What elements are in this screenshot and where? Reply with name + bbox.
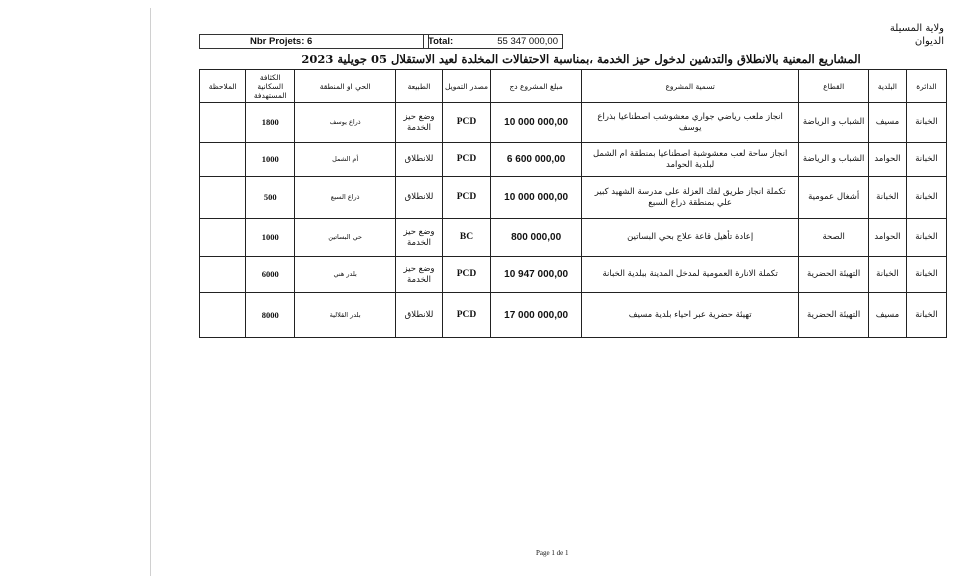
total-box [423, 34, 563, 49]
cell-daira: الخبانة [906, 219, 946, 257]
issuer-block [864, 22, 944, 48]
cell-project: تهيئة حضرية عبر احياء بلدية مسيف [581, 293, 798, 338]
header-notes: الملاحظة [200, 70, 246, 103]
cell-nature: للانطلاق [396, 293, 442, 338]
cell-baladia: الخبانة [868, 257, 906, 293]
header-project: تسمية المشروع [581, 70, 798, 103]
cell-nature: وضع حيز الخدمة [396, 257, 442, 293]
cell-notes [200, 143, 246, 177]
cell-notes [200, 103, 246, 143]
cell-baladia: الحوامد [868, 219, 906, 257]
header-daira: الدائرة [906, 70, 946, 103]
cell-baladia: الخبانة [868, 177, 906, 219]
table-row [200, 143, 947, 177]
cell-location: بلدر القلالية [295, 293, 396, 338]
cell-daira: الخبانة [906, 293, 946, 338]
cell-nature: وضع حيز الخدمة [396, 219, 442, 257]
cell-notes [200, 257, 246, 293]
cell-population: 1000 [246, 219, 295, 257]
cell-sector: التهيئة الحضرية [799, 293, 869, 338]
cell-nature: للانطلاق [396, 177, 442, 219]
cell-amount: 10 000 000,00 [491, 177, 582, 219]
cell-daira: الخبانة [906, 257, 946, 293]
cell-funding: PCD [442, 257, 491, 293]
cell-project: تكملة الانارة العمومية لمدخل المدينة ببلدية الخبانة [581, 257, 798, 293]
cell-project: انجاز ساحة لعب معشوشبة اصطناعيا بمنطقة ام الشمل لبلدية الحوامد [581, 143, 798, 177]
cell-daira: الخبانة [906, 177, 946, 219]
cell-baladia: مسيف [868, 103, 906, 143]
cell-location: ذراع يوسف [295, 103, 396, 143]
cell-notes [200, 177, 246, 219]
cell-funding: PCD [442, 177, 491, 219]
cell-amount: 17 000 000,00 [491, 293, 582, 338]
cell-population: 6000 [246, 257, 295, 293]
header-location: الحي او المنطقة [295, 70, 396, 103]
cell-population: 1800 [246, 103, 295, 143]
diwan-name: الديوان [914, 36, 944, 47]
cell-notes [200, 293, 246, 338]
cell-amount: 800 000,00 [491, 219, 582, 257]
cell-project: انجاز ملعب رياضي جواري معشوشب اصطناعيا بذراع يوسف [581, 103, 798, 143]
cell-nature: وضع حيز الخدمة [396, 103, 442, 143]
table-header-row [200, 70, 947, 103]
cell-amount: 10 000 000,00 [491, 103, 582, 143]
table-row [200, 177, 947, 219]
total-label: Total: [428, 36, 454, 47]
cell-location: بلدر هني [295, 257, 396, 293]
page-number: Page 1 de 1 [536, 549, 569, 557]
cell-sector: الصحة [799, 219, 869, 257]
cell-baladia: مسيف [868, 293, 906, 338]
cell-daira: الخبانة [906, 103, 946, 143]
cell-sector: التهيئة الحضرية [799, 257, 869, 293]
cell-funding: PCD [442, 293, 491, 338]
cell-location: حي البساتين [295, 219, 396, 257]
cell-funding: BC [442, 219, 491, 257]
table-row [200, 257, 947, 293]
table-row [200, 293, 947, 338]
cell-daira: الخبانة [906, 143, 946, 177]
document-page [150, 8, 956, 576]
cell-location: أم الشمل [295, 143, 396, 177]
cell-amount: 6 600 000,00 [491, 143, 582, 177]
header-baladia: البلدية [868, 70, 906, 103]
header-amount: مبلغ المشروع دج [491, 70, 582, 103]
cell-sector: الشباب و الرياضة [799, 103, 869, 143]
cell-sector: الشباب و الرياضة [799, 143, 869, 177]
wilaya-name: ولاية المسيلة [889, 23, 944, 34]
table-row [200, 103, 947, 143]
header-funding: مصدر التمويل [442, 70, 491, 103]
cell-funding: PCD [442, 103, 491, 143]
cell-population: 1000 [246, 143, 295, 177]
header-sector: القطاع [799, 70, 869, 103]
cell-location: ذراع السبع [295, 177, 396, 219]
document-title: المشاريع المعنية بالانطلاق والتدشين لدخول حيز الخدمة ،بمناسبة الاحتفالات المخلدة لعيد الاستقلال 05 جويلية 2023 [301, 52, 861, 66]
cell-project: تكملة انجاز طريق لفك العزلة على مدرسة الشهيد كبير علي بمنطقة ذراع السبع [581, 177, 798, 219]
cell-population: 500 [246, 177, 295, 219]
header-population: الكثافة السكانية المستهدفة [246, 70, 295, 103]
project-count-box [199, 34, 429, 49]
cell-population: 8000 [246, 293, 295, 338]
cell-sector: أشغال عمومية [799, 177, 869, 219]
total-value: 55 347 000,00 [497, 36, 558, 47]
cell-funding: PCD [442, 143, 491, 177]
header-nature: الطبيعة [396, 70, 442, 103]
projects-table [199, 69, 947, 338]
cell-nature: للانطلاق [396, 143, 442, 177]
cell-amount: 10 947 000,00 [491, 257, 582, 293]
table-row [200, 219, 947, 257]
cell-baladia: الحوامد [868, 143, 906, 177]
project-count: Nbr Projets: 6 [250, 36, 313, 47]
cell-project: إعادة تأهيل قاعة علاج بحي البساتين [581, 219, 798, 257]
cell-notes [200, 219, 246, 257]
